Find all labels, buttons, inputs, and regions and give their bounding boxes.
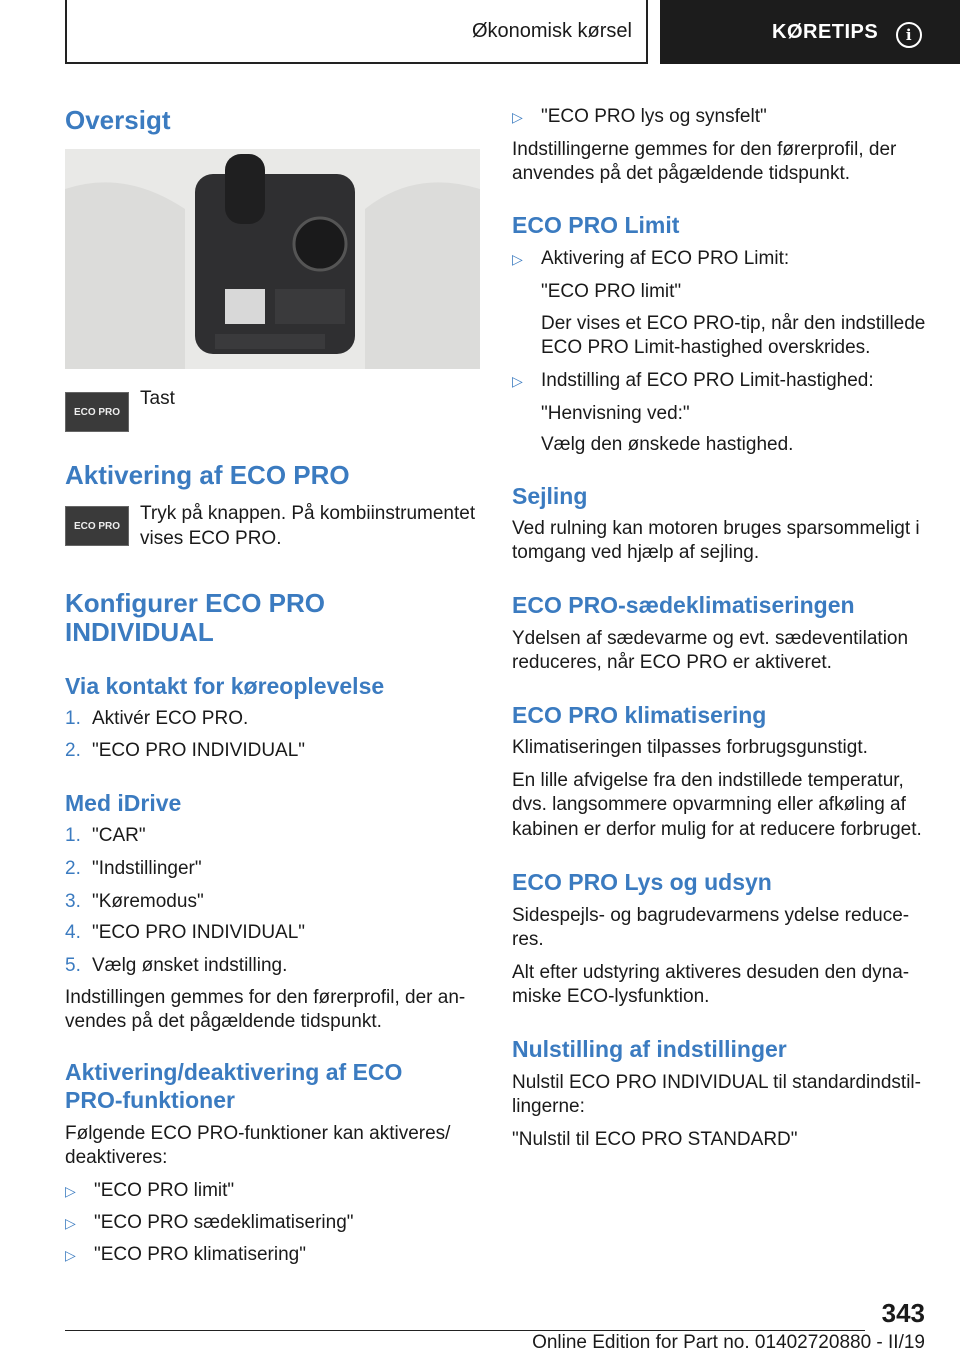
triangle-bullet-icon: ▷ bbox=[65, 1183, 76, 1199]
triangle-bullet-icon: ▷ bbox=[512, 373, 523, 389]
bullet-text: "ECO PRO lys og synsfelt" bbox=[541, 106, 767, 127]
bullet-text: Aktivering af ECO PRO Limit: bbox=[541, 248, 790, 269]
heading-nul: Nulstilling af indstillinger bbox=[512, 1036, 787, 1062]
key-label: ECO PRO bbox=[73, 406, 121, 418]
list-item: 2. "Indstillinger" bbox=[65, 858, 202, 879]
list-item: 1. Aktivér ECO PRO. bbox=[65, 708, 249, 729]
list-item: 4. "ECO PRO INDIVIDUAL" bbox=[65, 922, 306, 943]
bullet-text: "ECO PRO limit" bbox=[94, 1180, 235, 1201]
klima-2: En lille afvigelse fra den indstillede temperatur, bbox=[512, 770, 904, 791]
heading-via: Via kontakt for køreoplevelse bbox=[65, 673, 385, 699]
list-item: 1. "CAR" bbox=[65, 825, 146, 846]
eco-pro-key-image-2 bbox=[65, 506, 129, 546]
triangle-bullet-icon: ▷ bbox=[65, 1215, 76, 1231]
klima-3: dvs. langsommere opvarmning eller afkøling af bbox=[512, 794, 906, 815]
section-title: Økonomisk kørsel bbox=[471, 19, 632, 42]
limit-b1-sub1: "ECO PRO limit" bbox=[541, 281, 682, 302]
list-item bbox=[512, 246, 789, 272]
top-note-1: Indstillingerne gemmes for den førerprofil, der bbox=[512, 139, 897, 160]
klima-1: Klimatiseringen tilpasses forbrugsgunstigt. bbox=[512, 737, 868, 758]
step-text: "Indstillinger" bbox=[92, 858, 202, 879]
bullet-text: Indstilling af ECO PRO Limit-hastighed: bbox=[541, 370, 874, 391]
gear-console-photo bbox=[65, 149, 480, 369]
footer-divider bbox=[65, 1330, 865, 1331]
list-item bbox=[512, 368, 874, 394]
nul-2: lingerne: bbox=[512, 1096, 585, 1117]
list-item bbox=[65, 1210, 354, 1236]
aktdeakt-text-1: Følgende ECO PRO-funktioner kan aktiveres/ bbox=[65, 1123, 451, 1144]
lys-3: Alt efter udstyring aktiveres desuden den dyna- bbox=[512, 962, 910, 983]
header-chapter bbox=[660, 0, 960, 64]
saede-1: Ydelsen af sædevarme og evt. sædeventilation bbox=[512, 628, 909, 649]
sejling-2: tomgang ved hjælp af sejling. bbox=[512, 542, 760, 563]
heading-aktivering: Aktivering af ECO PRO bbox=[65, 460, 350, 490]
heading-lys: ECO PRO Lys og udsyn bbox=[512, 869, 772, 895]
heading-aktdeakt-2: PRO-funktioner bbox=[65, 1087, 235, 1113]
step-text: "ECO PRO INDIVIDUAL" bbox=[92, 922, 306, 943]
page-number: 343 bbox=[881, 1298, 925, 1328]
limit-b1-sub2a: Der vises et ECO PRO-tip, når den indstillede bbox=[541, 313, 926, 334]
lys-1: Sidespejls- og bagrudevarmens ydelse reduce- bbox=[512, 905, 910, 926]
list-item bbox=[512, 104, 767, 130]
heading-aktdeakt-1: Aktivering/deaktivering af ECO bbox=[65, 1059, 403, 1085]
chapter-title: KØRETIPS bbox=[772, 20, 879, 43]
eco-pro-key-image bbox=[65, 392, 129, 432]
idrive-note-1: Indstillingen gemmes for den førerprofil, der an- bbox=[65, 987, 466, 1008]
limit-b2-sub1: "Henvisning ved:" bbox=[541, 403, 690, 424]
lys-2: res. bbox=[512, 929, 544, 950]
triangle-bullet-icon: ▷ bbox=[65, 1247, 76, 1263]
info-icon[interactable]: i bbox=[896, 22, 922, 48]
heading-saede: ECO PRO-sædeklimatiseringen bbox=[512, 592, 855, 618]
saede-2: reduceres, når ECO PRO er aktiveret. bbox=[512, 652, 832, 673]
limit-b1-sub2b: ECO PRO Limit-hastighed overskrides. bbox=[541, 337, 871, 358]
triangle-bullet-icon: ▷ bbox=[512, 251, 523, 267]
bullet-text: "ECO PRO sædeklimatisering" bbox=[94, 1212, 354, 1233]
list-item: 5. Vælg ønsket indstilling. bbox=[65, 955, 288, 976]
list-item bbox=[65, 1242, 306, 1268]
heading-limit: ECO PRO Limit bbox=[512, 212, 680, 238]
sejling-1: Ved rulning kan motoren bruges sparsommeligt i bbox=[512, 518, 920, 539]
heading-oversigt: Oversigt bbox=[65, 105, 171, 135]
tast-label: Tast bbox=[140, 388, 175, 409]
heading-konfig-2: INDIVIDUAL bbox=[65, 617, 214, 647]
step-text: "CAR" bbox=[92, 825, 146, 846]
top-note-2: anvendes på det pågældende tidspunkt. bbox=[512, 163, 851, 184]
step-text: Vælg ønsket indstilling. bbox=[92, 955, 288, 976]
step-text: "Køremodus" bbox=[92, 891, 204, 912]
idrive-note-2: vendes på det pågældende tidspunkt. bbox=[65, 1011, 382, 1032]
step-text: "ECO PRO INDIVIDUAL" bbox=[92, 740, 306, 761]
heading-sejling: Sejling bbox=[512, 483, 588, 509]
aktivering-text: Tryk på knappen. På kombiinstrumentet vises ECO PRO. bbox=[140, 503, 476, 549]
list-item: 3. "Køremodus" bbox=[65, 891, 204, 912]
triangle-bullet-icon: ▷ bbox=[512, 109, 523, 125]
edition-footer: Online Edition for Part no. 01402720880 - II/19 bbox=[532, 1332, 925, 1353]
limit-b2-sub2: Vælg den ønskede hastighed. bbox=[541, 434, 794, 455]
nul-3: "Nulstil til ECO PRO STANDARD" bbox=[512, 1129, 798, 1150]
header-section bbox=[65, 0, 648, 64]
lys-4: miske ECO-lysfunktion. bbox=[512, 986, 710, 1007]
heading-klima: ECO PRO klimatisering bbox=[512, 702, 767, 728]
aktdeakt-text-2: deaktiveres: bbox=[65, 1147, 168, 1168]
klima-4: kabinen er derfor mulig for at reducere forbruget. bbox=[512, 819, 922, 840]
bullet-text: "ECO PRO klimatisering" bbox=[94, 1244, 306, 1265]
step-text: Aktivér ECO PRO. bbox=[92, 708, 249, 729]
key-label: ECO PRO bbox=[73, 520, 121, 532]
list-item: 2. "ECO PRO INDIVIDUAL" bbox=[65, 740, 306, 761]
nul-1: Nulstil ECO PRO INDIVIDUAL til standardindstil- bbox=[512, 1072, 921, 1093]
heading-idrive: Med iDrive bbox=[65, 790, 182, 816]
heading-konfig-1: Konfigurer ECO PRO bbox=[65, 588, 326, 618]
list-item bbox=[65, 1178, 234, 1204]
